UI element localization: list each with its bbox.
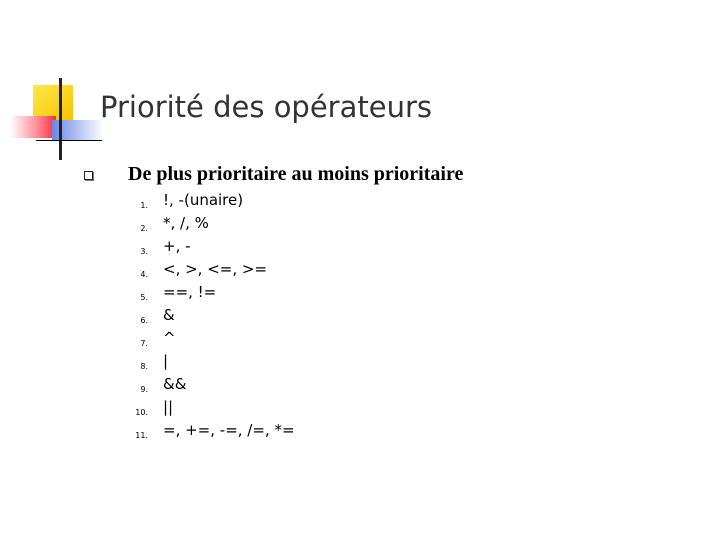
list-item-operators: | [163,352,169,370]
list-item [0,259,720,282]
square-bullet-icon [84,171,93,180]
list-item [0,374,720,397]
list-item [0,305,720,328]
list-item [0,328,720,351]
slide-title: Priorité des opérateurs [100,90,432,124]
list-item [0,420,720,443]
list-item-number: 8. [140,362,148,371]
list-item [0,351,720,374]
list-item-operators: <, >, <=, >= [163,260,268,278]
yellow-square [33,85,73,121]
list-item-operators: || [163,398,174,416]
list-item-operators: & [163,306,175,324]
list-item-number: 10. [135,408,148,417]
list-item-operators: =, +=, -=, /=, *= [163,421,295,439]
list-item [0,190,720,213]
title-underline [36,140,102,141]
list-item-operators: && [163,375,187,393]
list-item-operators: +, - [163,237,191,255]
red-bar [10,116,56,138]
list-item-operators: ==, != [163,283,217,301]
list-item-number: 9. [140,385,148,394]
list-item [0,397,720,420]
list-item-operators: !, -(unaire) [163,191,244,209]
decorative-corner-graphic [0,0,110,170]
list-item-number: 7. [140,339,148,348]
list-item-operators: *, /, % [163,214,209,232]
list-item [0,213,720,236]
list-item-number: 5. [140,293,148,302]
list-item-number: 2. [140,224,148,233]
list-item-number: 6. [140,316,148,325]
list-item [0,282,720,305]
list-heading: De plus prioritaire au moins prioritaire [128,163,464,185]
list-item [0,236,720,259]
list-item-number: 1. [140,201,148,210]
list-item-number: 3. [140,247,148,256]
list-item-number: 4. [140,270,148,279]
list-item-number: 11. [135,431,148,440]
list-item-operators: ^ [163,329,176,347]
vertical-rule [59,78,62,160]
